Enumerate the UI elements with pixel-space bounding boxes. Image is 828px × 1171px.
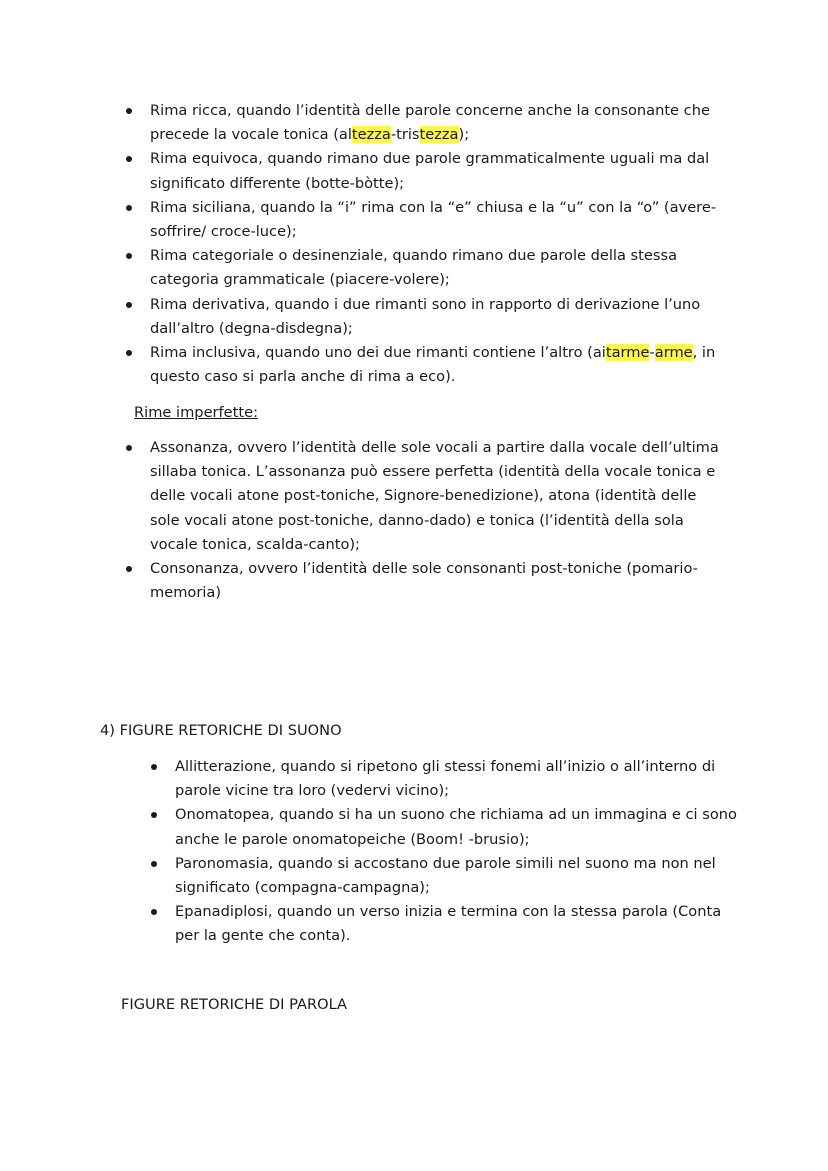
list-item-consonanza: Consonanza, ovvero l’identità delle sole consonanti post-toniche (pomario-memoria) [150,557,730,605]
highlighted-text: arme [654,344,693,362]
highlighted-text: tezza [351,126,391,144]
bullet-icon [126,205,132,211]
list-item-onomatopea: Onomatopea, quando si ha un suono che richiama ad un immagina e ci sono anche le parole onomatopeiche (Boom! -brusio); [175,803,745,851]
highlighted-text: tarme [605,344,650,362]
list-item-rima-siciliana: Rima siciliana, quando la “i” rima con la “e” chiusa e la “u” con la “o” (avere-soffrire/ croce-luce); [150,196,720,244]
bullet-icon [151,909,157,915]
section-title-parola: FIGURE RETORICHE DI PAROLA [121,996,348,1013]
list-item-rima-derivativa: Rima derivativa, quando i due rimanti sono in rapporto di derivazione l’uno dall’altro (degna-disdegna); [150,293,720,341]
list-item-rima-inclusiva: Rima inclusiva, quando uno dei due rimanti contiene l’altro (aitarme-arme, in questo caso si parla anche di rima a eco). [150,341,720,389]
suono-list [175,755,745,949]
bullet-icon [126,108,132,114]
bullet-icon [126,302,132,308]
bullet-icon [151,861,157,867]
list-item-allitterazione: Allitterazione, quando si ripetono gli stessi fonemi all’inizio o all’interno di parole vicine tra loro (vedervi vicino); [175,755,745,803]
rime-list [150,99,720,389]
bullet-icon [126,156,132,162]
rime-imperfette-heading: Rime imperfette: [134,404,258,421]
highlighted-text: tezza [419,126,459,144]
list-item-paronomasia: Paronomasia, quando si accostano due parole simili nel suono ma non nel significato (compagna-campagna); [175,852,745,900]
list-item-rima-equivoca: Rima equivoca, quando rimano due parole grammaticalmente uguali ma dal significato differente (botte-bòtte); [150,147,720,195]
bullet-icon [126,445,132,451]
list-item-rima-ricca: Rima ricca, quando l’identità delle parole concerne anche la consonante che precede la vocale tonica (altezza-tristezza); [150,99,720,147]
list-item-assonanza: Assonanza, ovvero l’identità delle sole vocali a partire dalla vocale dell’ultima sillaba tonica. L’assonanza può essere perfetta (identità della vocale tonica e delle vocali atone post-toniche, Signore-benedizione), atona (identità delle sole vocali atone post-toniche, danno-dado) e tonica (l’identità della sola vocale tonica, scalda-canto); [150,436,730,557]
bullet-icon [126,350,132,356]
bullet-icon [151,812,157,818]
bullet-icon [151,764,157,770]
section-title-suono: 4) FIGURE RETORICHE DI SUONO [100,722,342,739]
bullet-icon [126,253,132,259]
bullet-icon [126,566,132,572]
list-item-epanadiplosi: Epanadiplosi, quando un verso inizia e termina con la stessa parola (Conta per la gente che conta). [175,900,745,948]
imperfect-list [150,436,730,605]
list-item-rima-categoriale: Rima categoriale o desinenziale, quando rimano due parole della stessa categoria grammaticale (piacere-volere); [150,244,720,292]
